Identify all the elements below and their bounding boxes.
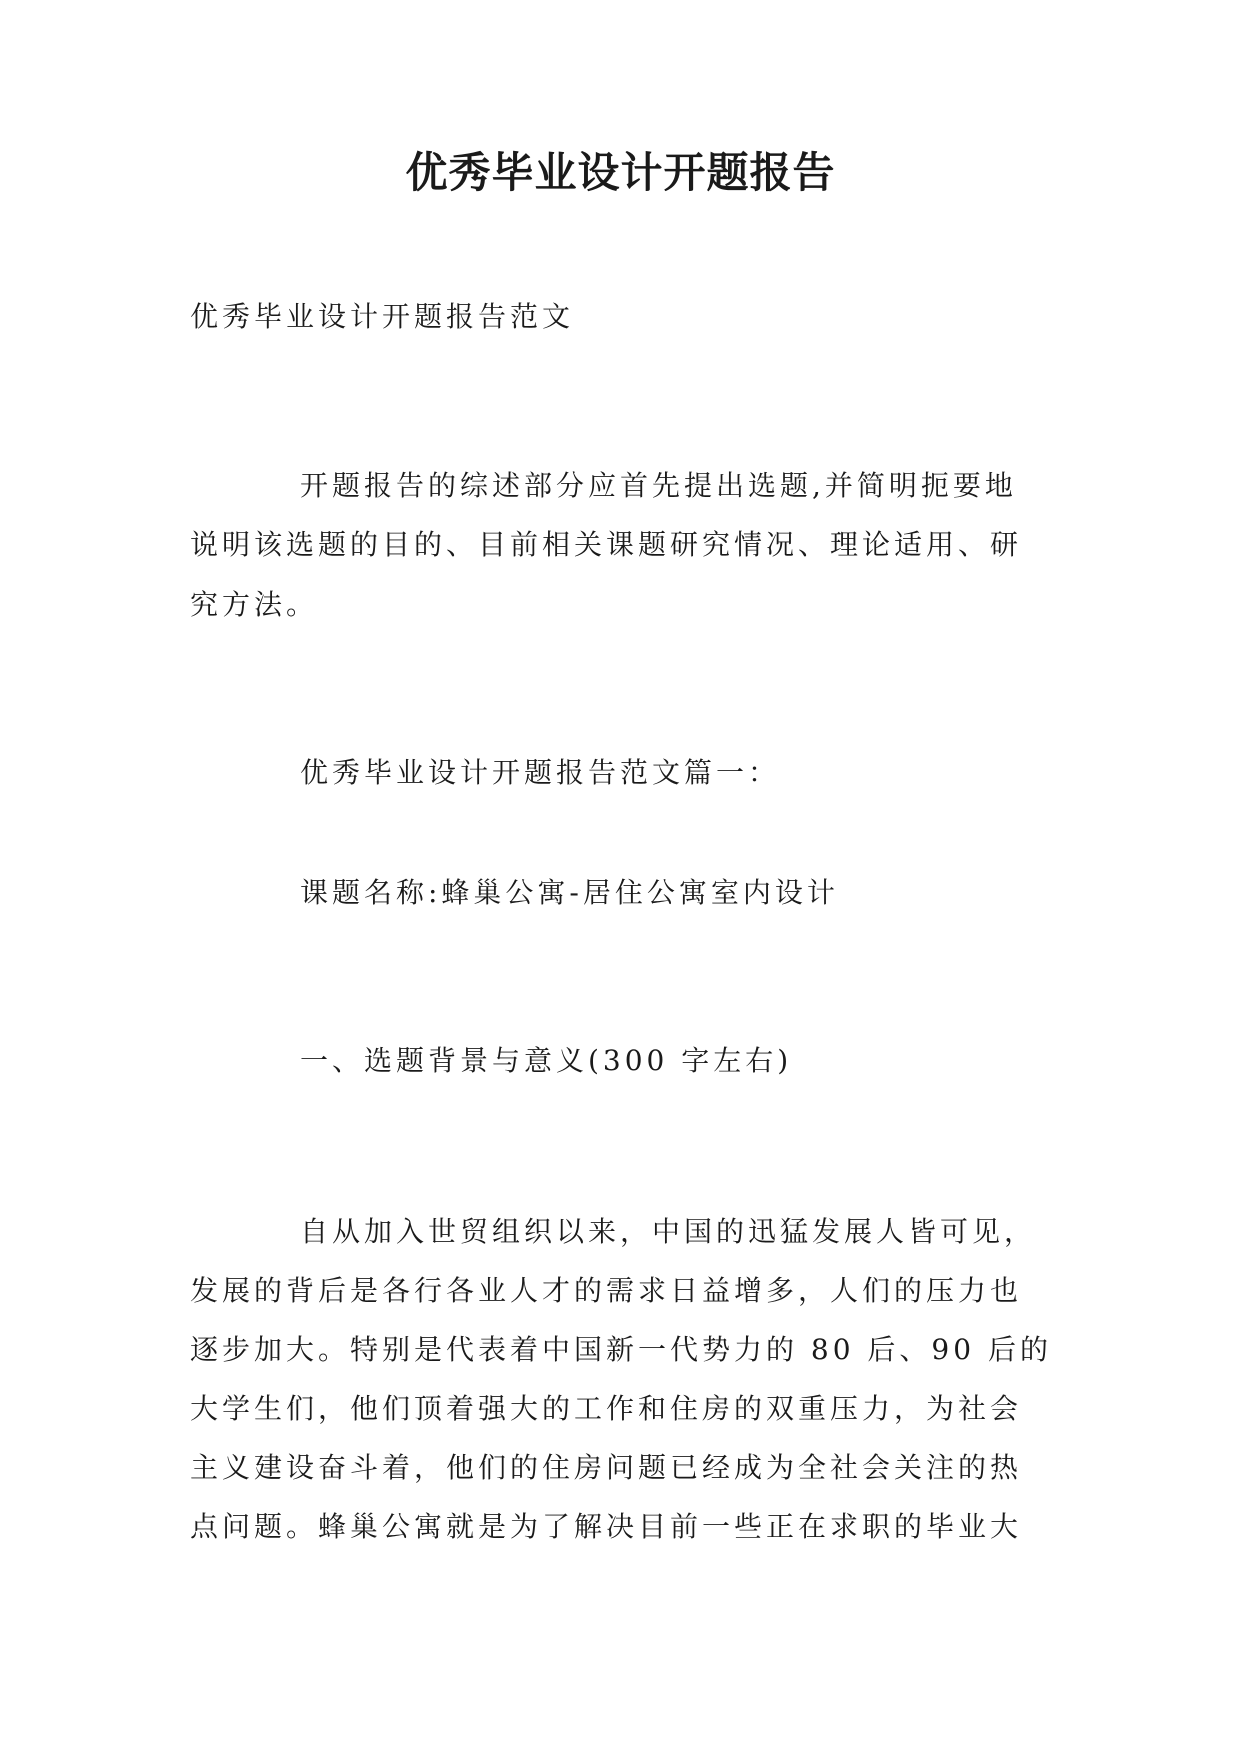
section-heading: 一、选题背景与意义(300 字左右) — [300, 1044, 793, 1077]
document-subtitle: 优秀毕业设计开题报告范文 — [190, 300, 575, 333]
document-title: 优秀毕业设计开题报告 — [405, 148, 836, 197]
body-line: 大学生们，他们顶着强大的工作和住房的双重压力，为社会 — [190, 1392, 1023, 1425]
sample-heading: 优秀毕业设计开题报告范文篇一： — [300, 756, 781, 789]
body-line: 自从加入世贸组织以来，中国的迅猛发展人皆可见， — [300, 1215, 1037, 1248]
topic-line: 课题名称:蜂巢公寓-居住公寓室内设计 — [300, 876, 839, 909]
intro-line: 开题报告的综述部分应首先提出选题,并简明扼要地 — [300, 469, 1017, 502]
intro-line: 究方法。 — [190, 588, 319, 621]
body-line: 主义建设奋斗着，他们的住房问题已经成为全社会关注的热 — [190, 1451, 1023, 1484]
body-line: 发展的背后是各行各业人才的需求日益增多，人们的压力也 — [190, 1274, 1023, 1307]
body-line: 点问题。蜂巢公寓就是为了解决目前一些正在求职的毕业大 — [190, 1510, 1023, 1543]
body-line: 逐步加大。特别是代表着中国新一代势力的 80 后、90 后的 — [190, 1333, 1052, 1366]
intro-line: 说明该选题的目的、目前相关课题研究情况、理论适用、研 — [190, 528, 1023, 561]
